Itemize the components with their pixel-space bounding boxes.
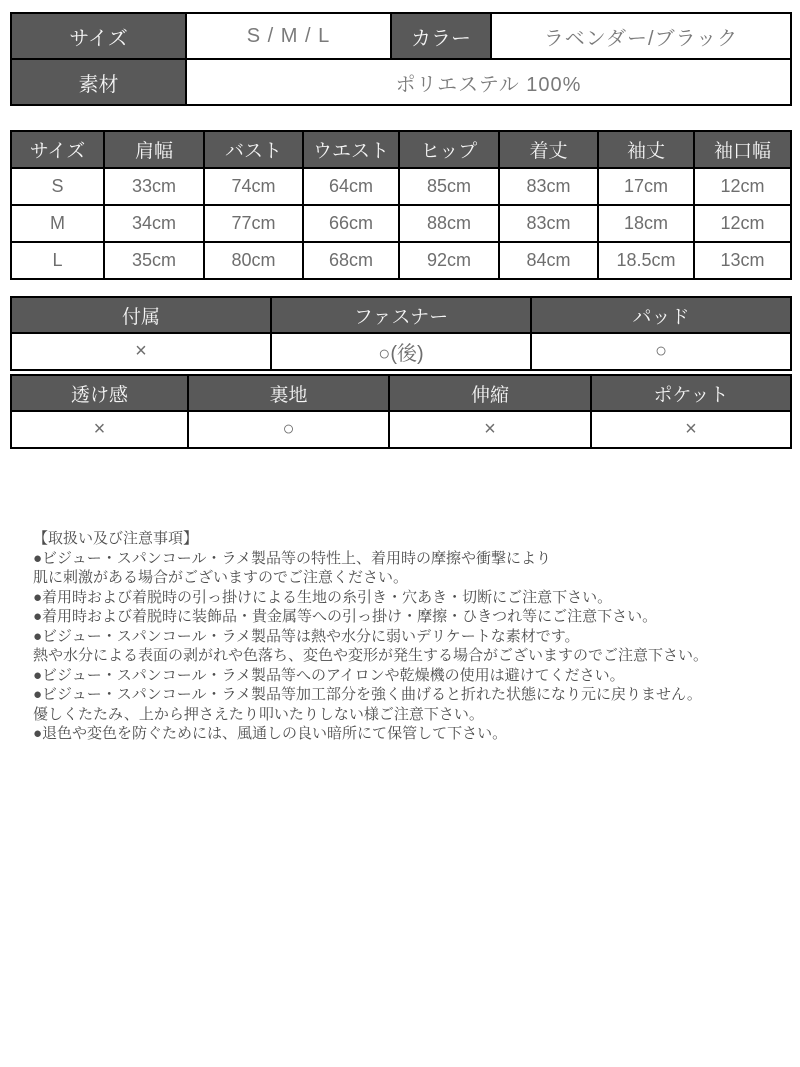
column-header: 袖丈	[598, 131, 694, 168]
feature-value-cell: ×	[11, 333, 271, 370]
material-value-cell: ポリエステル 100%	[186, 59, 791, 105]
measurement-cell: 66cm	[303, 205, 399, 242]
table-header-row	[11, 375, 791, 411]
measurement-cell: 77cm	[204, 205, 303, 242]
features-table-a	[10, 296, 792, 371]
care-note-line: ●ビジュー・スパンコール・ラメ製品等は熱や水分に弱いデリケートな素材です。	[33, 627, 580, 645]
measurement-cell: 12cm	[694, 205, 791, 242]
column-header: 伸縮	[389, 375, 591, 411]
column-header: ヒップ	[399, 131, 499, 168]
measurement-cell: 18cm	[598, 205, 694, 242]
measurement-cell: 88cm	[399, 205, 499, 242]
color-label-cell: カラー	[391, 13, 491, 59]
column-header: 肩幅	[104, 131, 204, 168]
measurement-cell: 17cm	[598, 168, 694, 205]
measurement-cell: 80cm	[204, 242, 303, 279]
measurement-cell: 64cm	[303, 168, 399, 205]
column-header: 着丈	[499, 131, 598, 168]
size-value-cell: S / M / L	[186, 13, 391, 59]
care-notes-title: 【取扱い及び注意事項】	[33, 530, 199, 547]
care-note-line: ●ビジュー・スパンコール・ラメ製品等加工部分を強く曲げると折れた状態になり元に戻りません。	[33, 686, 702, 703]
column-header: ポケット	[591, 375, 791, 411]
size-label-cell: サイズ	[11, 13, 186, 59]
column-header: サイズ	[11, 131, 104, 168]
care-note-line: ●着用時および着脱時に装飾品・貴金属等への引っ掛け・摩擦・ひきつれ等にご注意下さい。	[33, 608, 658, 625]
column-header: パッド	[531, 297, 791, 333]
column-header: バスト	[204, 131, 303, 168]
size-color-material-table	[10, 12, 792, 106]
measurement-cell: 83cm	[499, 205, 598, 242]
feature-value-cell: ×	[389, 411, 591, 448]
table-row-size-s	[11, 168, 791, 205]
size-name-cell: S	[11, 168, 104, 205]
table-row	[11, 411, 791, 448]
column-header: ウエスト	[303, 131, 399, 168]
table-row	[11, 333, 791, 370]
measurement-cell: 74cm	[204, 168, 303, 205]
measurement-cell: 12cm	[694, 168, 791, 205]
feature-value-cell: ×	[11, 411, 188, 448]
features-table-b	[10, 374, 792, 449]
size-name-cell: M	[11, 205, 104, 242]
measurement-size-chart	[10, 130, 792, 280]
feature-value-cell: ○	[188, 411, 389, 448]
care-note-line: ●退色や変色を防ぐためには、風通しの良い暗所にて保管して下さい。	[33, 725, 508, 742]
column-header: 透け感	[11, 375, 188, 411]
care-note-line: ●着用時および着脱時の引っ掛けによる生地の糸引き・穴あき・切断にご注意下さい。	[33, 588, 613, 606]
column-header: ファスナー	[271, 297, 531, 333]
color-value-cell: ラベンダー/ブラック	[491, 13, 791, 59]
measurement-cell: 92cm	[399, 242, 499, 279]
table-row-size-l	[11, 242, 791, 279]
table-header-row	[11, 297, 791, 333]
measurement-cell: 84cm	[499, 242, 598, 279]
measurement-cell: 35cm	[104, 242, 204, 279]
table-header-row	[11, 131, 791, 168]
care-notes	[33, 529, 770, 744]
measurement-cell: 33cm	[104, 168, 204, 205]
size-name-cell: L	[11, 242, 104, 279]
measurement-cell: 68cm	[303, 242, 399, 279]
measurement-cell: 85cm	[399, 168, 499, 205]
table-row	[11, 59, 791, 105]
care-note-line: 優しくたたみ、上から押さえたり叩いたりしない様ご注意下さい。	[33, 705, 484, 723]
feature-value-cell: ×	[591, 411, 791, 448]
care-note-line: ●ビジュー・スパンコール・ラメ製品等の特性上、着用時の摩擦や衝撃により	[33, 549, 552, 567]
feature-value-cell: ○	[531, 333, 791, 370]
measurement-cell: 83cm	[499, 168, 598, 205]
column-header: 付属	[11, 297, 271, 333]
feature-value-cell: ○(後)	[271, 333, 531, 370]
table-row	[11, 13, 791, 59]
care-note-line: 肌に刺激がある場合がございますのでご注意ください。	[33, 569, 409, 586]
column-header: 袖口幅	[694, 131, 791, 168]
measurement-cell: 13cm	[694, 242, 791, 279]
column-header: 裏地	[188, 375, 389, 411]
care-note-line: ●ビジュー・スパンコール・ラメ製品等へのアイロンや乾燥機の使用は避けてください。	[33, 666, 625, 684]
care-note-line: 熱や水分による表面の剥がれや色落ち、変色や変形が発生する場合がございますのでご注意下さい。	[33, 647, 709, 664]
table-row-size-m	[11, 205, 791, 242]
measurement-cell: 34cm	[104, 205, 204, 242]
measurement-cell: 18.5cm	[598, 242, 694, 279]
material-label-cell: 素材	[11, 59, 186, 105]
